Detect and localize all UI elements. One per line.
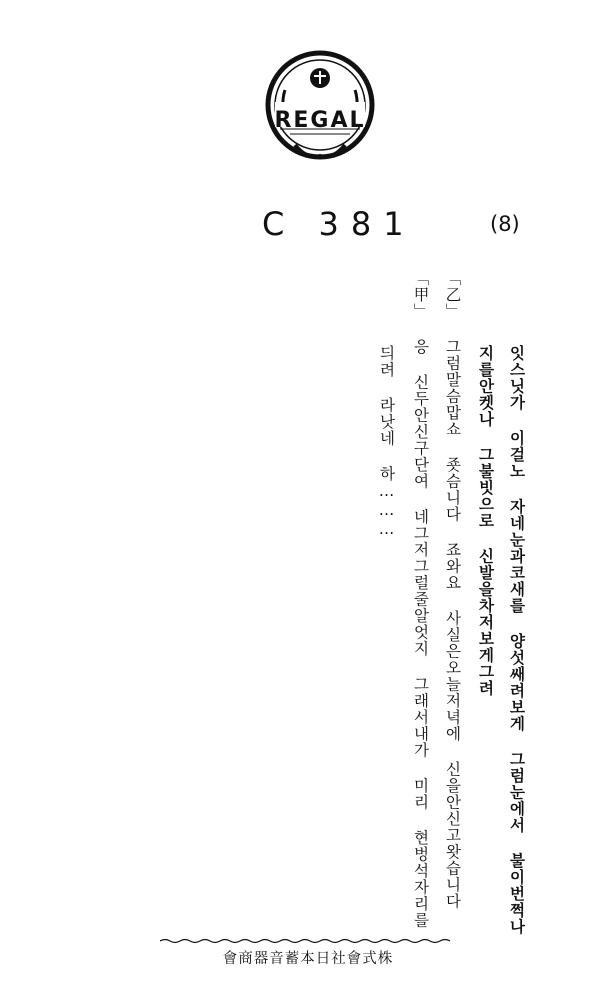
lyric-column-4: 「甲」 응 신두안신구단여 네그저그럴줄알엇지 그래서내가 미리 현벙석자리를	[411, 270, 430, 929]
catalog-number: C 381	[262, 205, 416, 243]
lyric-column-1: 잇스닛가 이걸노 자네눈과코새를 양섯쌔려보게 그럼눈에서 불이번쩍나	[507, 345, 526, 935]
regal-logo	[255, 30, 385, 180]
lyric-column-5: 듸려 라낫네 하………	[377, 345, 396, 539]
record-seal-icon	[255, 30, 385, 180]
lyric-column-3: 「乙」 그럼말슴맙쇼 죳슴니다 죠와요 사실은오늘저녁에 신을안신고왓습니다	[443, 270, 462, 910]
publisher-name: 會商器音蓄本日社會式株	[222, 951, 394, 967]
page-number: (8)	[490, 212, 520, 236]
logo-brand: REGAL	[274, 108, 366, 133]
lyric-column-2: 지를안켓나 그불빗으로 신발을차저보게그려	[476, 345, 495, 697]
